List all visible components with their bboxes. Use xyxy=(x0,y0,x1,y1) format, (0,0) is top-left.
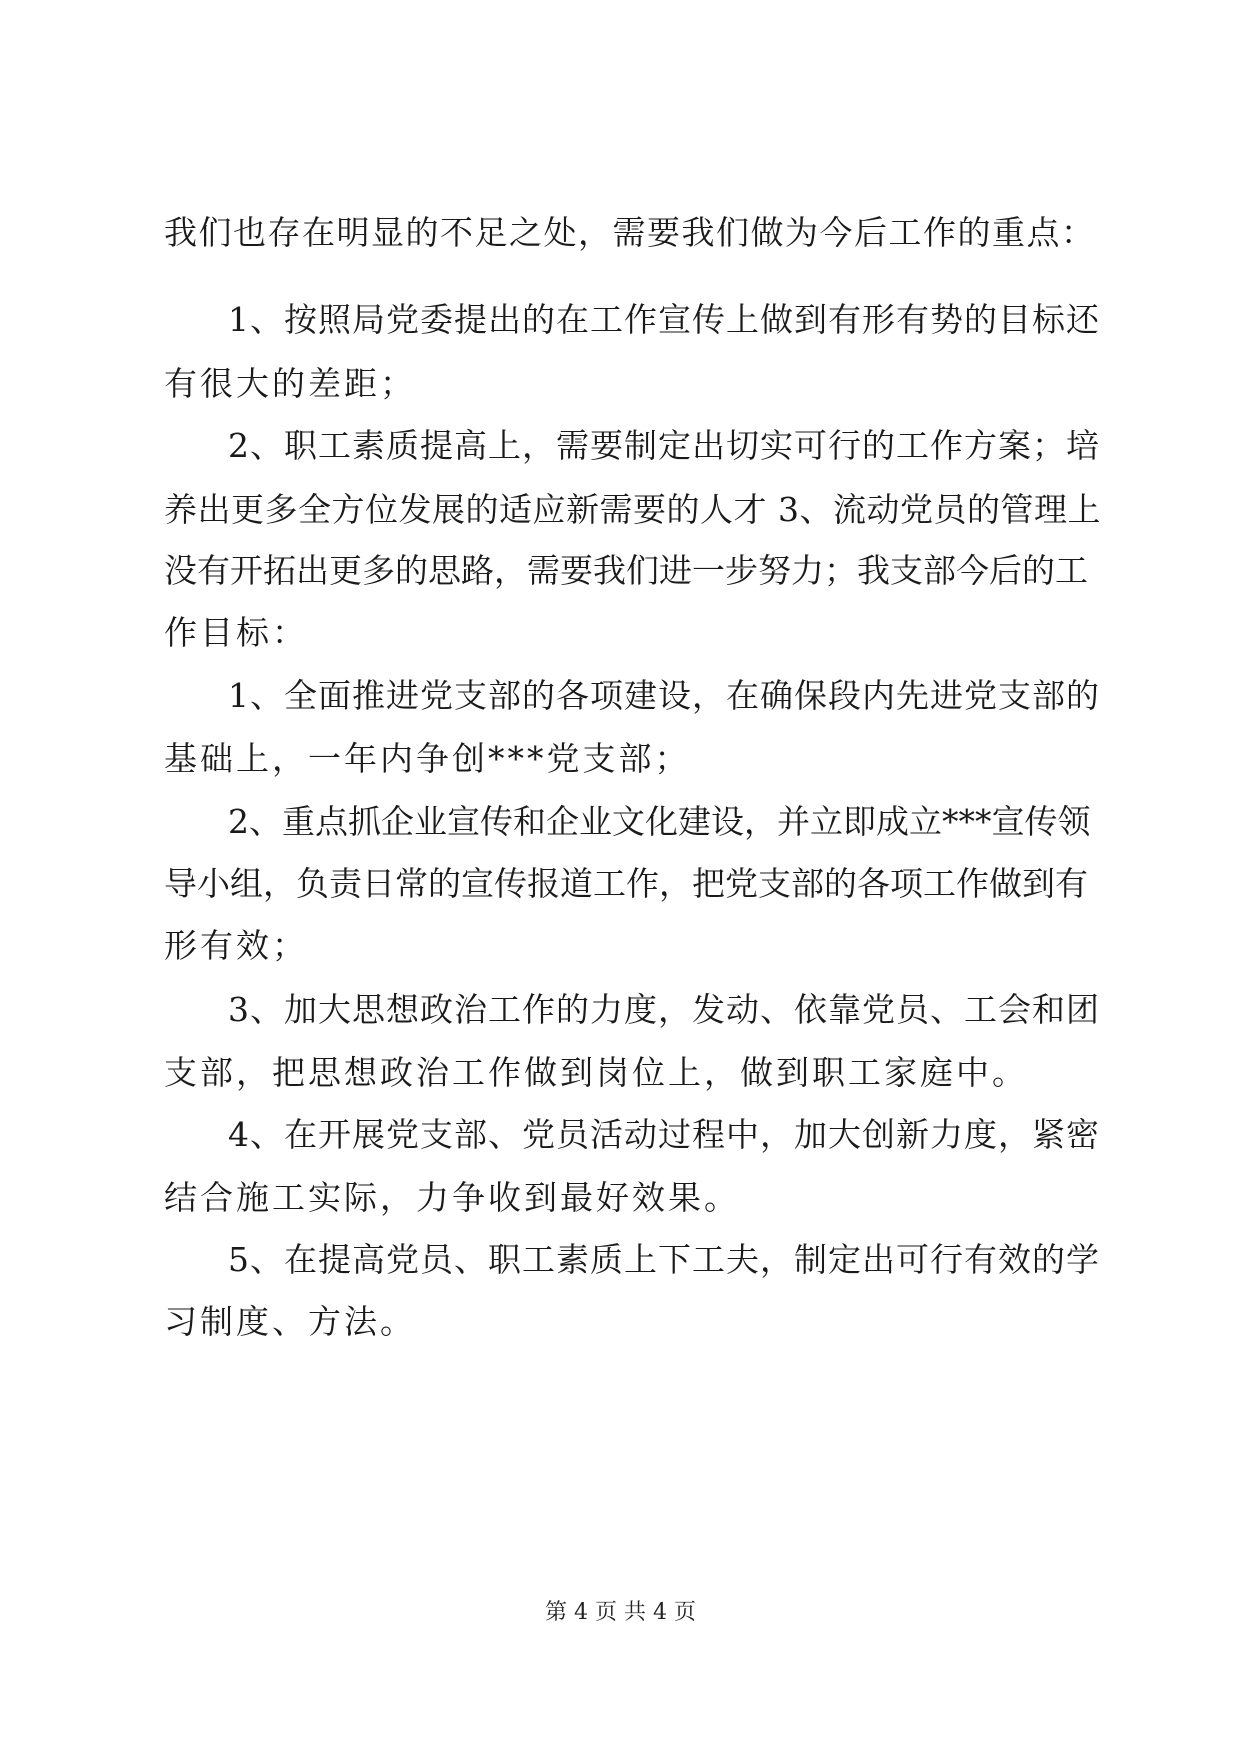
page-number-footer: 第 4 页 共 4 页 xyxy=(545,1600,696,1625)
text-line: 没有开拓出更多的思路，需要我们进一步努力；我支部今后的工 xyxy=(164,551,1088,590)
text-line: 5、在提高党员、职工素质上下工夫，制定出可行有效的学 xyxy=(228,1240,1100,1279)
text-line: 2、职工素质提高上，需要制定出切实可行的工作方案；培 xyxy=(228,426,1100,465)
text-line: 4、在开展党支部、党员活动过程中，加大创新力度，紧密 xyxy=(228,1115,1100,1154)
text-line: 我们也存在明显的不足之处，需要我们做为今后工作的重点： xyxy=(164,213,1096,252)
text-line: 作目标： xyxy=(164,613,308,652)
text-line: 有很大的差距； xyxy=(164,364,416,403)
text-line: 支部，把思想政治工作做到岗位上，做到职工家庭中。 xyxy=(164,1053,1028,1092)
text-line: 1、按照局党委提出的在工作宣传上做到有形有势的目标还 xyxy=(228,300,1100,339)
text-line: 3、加大思想政治工作的力度，发动、依靠党员、工会和团 xyxy=(228,990,1100,1029)
text-line: 导小组，负责日常的宣传报道工作，把党支部的各项工作做到有 xyxy=(164,864,1088,903)
text-line: 基础上，一年内争创***党支部； xyxy=(164,739,691,778)
text-line: 形有效； xyxy=(164,926,308,965)
text-line: 2、重点抓企业宣传和企业文化建设，并立即成立***宣传领 xyxy=(228,802,1091,841)
text-line: 1、全面推进党支部的各项建设，在确保段内先进党支部的 xyxy=(228,676,1100,715)
text-line: 养出更多全方位发展的适应新需要的人才 3、流动党员的管理上 xyxy=(164,490,1101,529)
text-line: 习制度、方法。 xyxy=(164,1302,416,1341)
text-line: 结合施工实际，力争收到最好效果。 xyxy=(164,1178,740,1217)
